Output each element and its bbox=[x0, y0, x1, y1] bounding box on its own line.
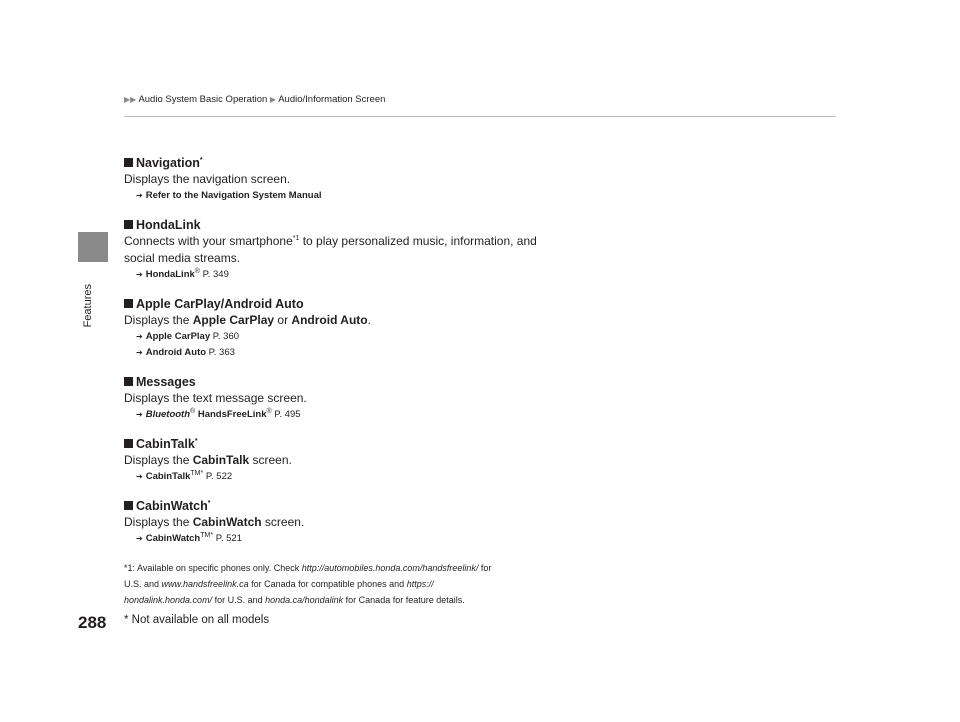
square-bullet-icon bbox=[124, 501, 133, 510]
section-text: social media streams. bbox=[124, 251, 241, 265]
reference-arrow-icon: ➔ bbox=[136, 348, 143, 357]
reference-arrow-icon: ➔ bbox=[136, 534, 143, 543]
section-cabinwatch bbox=[124, 498, 644, 547]
breadcrumb-item-audio-info-screen[interactable]: Audio/Information Screen bbox=[278, 94, 386, 105]
cross-reference-link[interactable]: ➔ CabinWatch$^{TM*}$ P. 521 bbox=[136, 531, 242, 544]
square-bullet-icon bbox=[124, 220, 133, 229]
url-link[interactable]: www.handsfreelink.ca bbox=[161, 579, 249, 589]
section-heading: Messages bbox=[124, 374, 644, 390]
section-heading: Apple CarPlay/Android Auto bbox=[124, 296, 644, 312]
section-text: Connects with your smartphone$^{*1}$ to play personalized music, information, and bbox=[124, 234, 537, 248]
section-heading: HondaLink bbox=[124, 217, 644, 233]
footnote: *1: Available on specific phones only. Check http://automobiles.honda.com/handsfreelink/ for U.S. and www.handsfreelink.ca for Canada for compatible phones and https:// hondalink.honda.com/ for U.S. and honda.ca/hondalink for Canada for feature details. bbox=[124, 563, 492, 605]
header-divider bbox=[124, 116, 836, 117]
section-heading: CabinWatch* bbox=[124, 498, 644, 514]
section-text: Displays the navigation screen. bbox=[124, 172, 291, 186]
cross-reference-link[interactable]: ➔ Apple CarPlay P. 360 bbox=[136, 331, 240, 342]
section-heading: CabinTalk* bbox=[124, 436, 644, 452]
cross-reference-link[interactable]: ➔ Android Auto P. 363 bbox=[136, 347, 235, 358]
cross-reference-link[interactable]: ➔ Refer to the Navigation System Manual bbox=[136, 190, 322, 201]
breadcrumb-arrow-icon: ▶▶ bbox=[124, 95, 137, 104]
section-text: Displays the Apple CarPlay or Android Auto. bbox=[124, 313, 371, 327]
section-hondalink bbox=[124, 217, 644, 283]
section-carplay-android-auto bbox=[124, 296, 644, 361]
reference-arrow-icon: ➔ bbox=[136, 191, 143, 200]
cross-reference-link[interactable]: ➔ HondaLink® P. 349 bbox=[136, 267, 229, 280]
breadcrumb-arrow-icon: ▶ bbox=[269, 95, 277, 104]
square-bullet-icon bbox=[124, 299, 133, 308]
page-number: 288 bbox=[78, 613, 107, 632]
breadcrumb bbox=[124, 94, 385, 105]
square-bullet-icon bbox=[124, 377, 133, 386]
square-bullet-icon bbox=[124, 439, 133, 448]
url-link[interactable]: http://automobiles.honda.com/handsfreelink/ bbox=[301, 563, 479, 573]
cross-reference-link[interactable]: ➔ CabinTalk$^{TM*}$ P. 522 bbox=[136, 469, 233, 482]
reference-arrow-icon: ➔ bbox=[136, 472, 143, 481]
url-link[interactable]: honda.ca/hondalink bbox=[265, 595, 344, 605]
section-messages bbox=[124, 374, 644, 423]
section-text: Displays the CabinWatch screen. bbox=[124, 515, 305, 529]
availability-note: * Not available on all models bbox=[124, 614, 270, 626]
main-content bbox=[124, 155, 644, 560]
reference-arrow-icon: ➔ bbox=[136, 270, 143, 279]
breadcrumb-item-audio-system[interactable]: Audio System Basic Operation bbox=[138, 94, 268, 105]
reference-arrow-icon: ➔ bbox=[136, 332, 143, 341]
square-bullet-icon bbox=[124, 158, 133, 167]
side-section-label: Features bbox=[82, 284, 94, 328]
section-text: Displays the CabinTalk screen. bbox=[124, 453, 292, 467]
section-text: Displays the text message screen. bbox=[124, 391, 307, 405]
url-link[interactable]: https:// bbox=[406, 579, 434, 589]
section-tab-marker bbox=[78, 232, 108, 262]
url-link[interactable]: hondalink.honda.com/ bbox=[124, 595, 213, 605]
section-heading: Navigation* bbox=[124, 155, 644, 171]
cross-reference-link[interactable]: ➔ Bluetooth® HandsFreeLink® P. 495 bbox=[136, 407, 301, 420]
section-cabintalk bbox=[124, 436, 644, 485]
section-navigation bbox=[124, 155, 644, 204]
reference-arrow-icon: ➔ bbox=[136, 410, 143, 419]
